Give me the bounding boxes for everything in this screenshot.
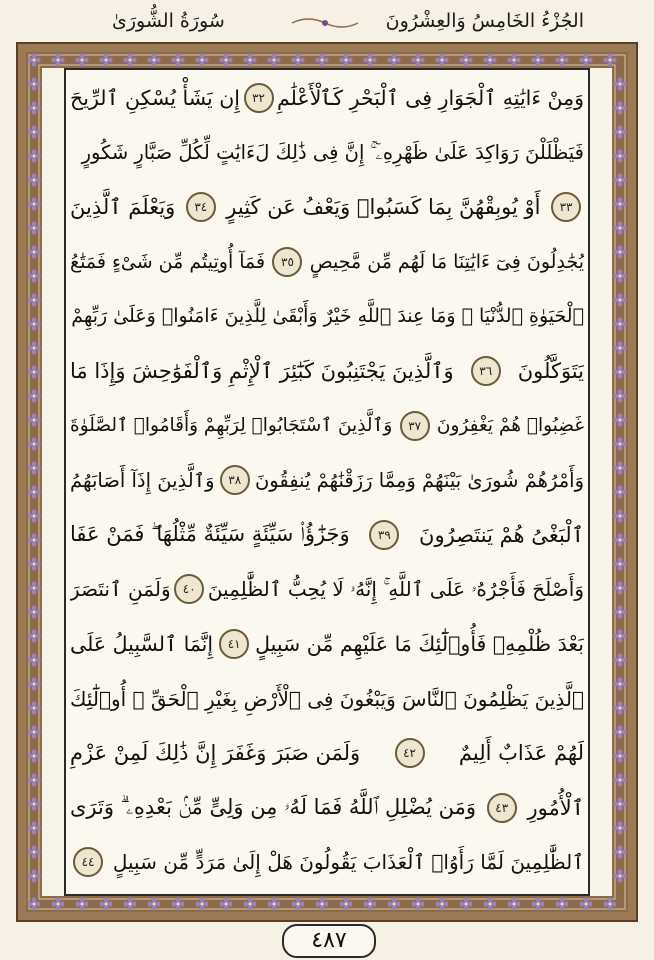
text-line xyxy=(70,561,584,617)
verse-text: إِن يَشَأْ يُسْكِنِ ٱلرِّيحَ xyxy=(70,86,240,110)
verse-number-marker: ٣٣ xyxy=(551,192,581,222)
verses-block xyxy=(70,70,584,890)
verse-text: وَمَن يُضْلِلِ ٱللَّهُ فَمَا لَهُۥ مِن وَلِىٍّ مِّنۢ بَعْدِهِۦ ۗ وَتَرَى xyxy=(70,795,476,820)
text-line xyxy=(70,725,584,781)
verse-text: لَهُمْ عَذَابٌ أَلِيمٌ xyxy=(458,741,584,766)
text-line xyxy=(70,343,584,399)
juz-name: الجُزْءُ الخَامِسُ وَالعِشْرُونَ xyxy=(385,10,584,32)
verse-text: وَأَمْرُهُمْ شُورَىٰ بَيْنَهُمْ وَمِمَّا رَزَقْنَٰهُمْ يُنفِقُونَ xyxy=(254,468,584,492)
verse-text: بَعْدَ ظُلْمِهِۦ فَأُو۟لَٰٓئِكَ مَا عَلَيْهِم مِّن سَبِيلٍ xyxy=(255,632,584,656)
verse-text: ٱلظَّٰلِمِينَ لَمَّا رَأَوُا۟ ٱلْعَذَابَ يَقُولُونَ هَلْ إِلَىٰ مَرَدٍّ مِّن سَبِيلٍ xyxy=(112,850,584,875)
verse-text: وَٱلَّذِينَ ٱسْتَجَابُوا۟ لِرَبِّهِمْ وَأَقَامُوا۟ ٱلصَّلَوٰةَ xyxy=(70,415,393,437)
verse-number-marker: ٤٣ xyxy=(487,793,517,823)
text-line xyxy=(70,452,584,508)
page-header xyxy=(0,0,654,46)
verse-number-marker: ٣٩ xyxy=(369,520,399,550)
verse-number-marker: ٣٨ xyxy=(220,465,250,495)
verse-text: وَيَعْلَمَ ٱلَّذِينَ xyxy=(70,195,176,220)
text-line xyxy=(70,507,584,563)
verse-text: فَمَآ أُوتِيتُم مِّن شَىْءٍ فَمَتَٰعُ xyxy=(70,250,266,273)
verse-text: يُجَٰدِلُونَ فِىٓ ءَايَٰتِنَا مَا لَهُم مِّن مَّحِيصٍ xyxy=(309,250,584,273)
text-line xyxy=(70,616,584,672)
text-line xyxy=(70,125,584,181)
text-line xyxy=(70,234,584,290)
text-line xyxy=(70,398,584,454)
verse-number-marker: ٤٢ xyxy=(395,738,425,768)
verse-number-marker: ٣٦ xyxy=(471,356,501,386)
verse-number-marker: ٣٤ xyxy=(186,192,216,222)
verse-number-marker: ٤٤ xyxy=(73,847,103,877)
verse-text: وَٱلَّذِينَ يَجْتَنِبُونَ كَبَٰٓئِرَ ٱلْإِثْمِ وَٱلْفَوَٰحِشَ وَإِذَا مَا xyxy=(70,359,454,383)
text-line xyxy=(70,288,584,344)
verse-text: وَأَصْلَحَ فَأَجْرُهُۥ عَلَى ٱللَّهِ ۚ إِنَّهُۥ لَا يُحِبُّ ٱلظَّٰلِمِينَ xyxy=(207,577,584,602)
verse-text: أَوْ يُوبِقْهُنَّ بِمَا كَسَبُوا۟ وَيَعْفُ عَن كَثِيرٍ xyxy=(226,195,541,220)
text-line xyxy=(70,179,584,235)
verse-text: وَجَزَٰٓؤُا۟ سَيِّئَةٍ سَيِّئَةٌ مِّثْلُهَا ۖ فَمَنْ عَفَا xyxy=(70,522,350,547)
verse-number-marker: ٣٥ xyxy=(272,247,302,277)
text-line xyxy=(70,671,584,727)
verse-text: ٱلْحَيَوٰةِ ٱلدُّنْيَا ۖ وَمَا عِندَ ٱللَّهِ خَيْرٌ وَأَبْقَىٰ لِلَّذِينَ ءَامَنُوا۟ وَعَلَىٰ رَبِّهِمْ xyxy=(71,305,584,328)
verse-number-marker: ٤٠ xyxy=(174,574,204,604)
verse-text: وَلَمَن صَبَرَ وَغَفَرَ إِنَّ ذَٰلِكَ لَمِنْ عَزْمِ xyxy=(70,741,361,766)
verse-text: يَتَوَكَّلُونَ xyxy=(517,359,584,383)
verse-text: ٱلْأُمُورِ xyxy=(527,795,584,820)
verse-number-marker: ٤١ xyxy=(219,629,249,659)
verse-text: فَيَظْلَلْنَ رَوَاكِدَ عَلَىٰ ظَهْرِهِۦٓ ۚ إِنَّ فِى ذَٰلِكَ لَءَايَٰتٍ لِّكُلِّ صَبَّارٍ شَكُورٍ xyxy=(81,141,584,165)
surah-name: سُورَةُ الشُّورَىٰ xyxy=(112,10,225,32)
page-number: ٤٨٧ xyxy=(282,924,376,958)
verse-text: إِنَّمَا ٱلسَّبِيلُ عَلَى xyxy=(70,632,214,656)
text-line xyxy=(70,834,584,890)
verse-text: ٱلَّذِينَ يَظْلِمُونَ ٱلنَّاسَ وَيَبْغُونَ فِى ٱلْأَرْضِ بِغَيْرِ ٱلْحَقِّ ۚ أُو۟لَٰٓئِكَ xyxy=(70,686,584,711)
verse-text: وَمِنْ ءَايَٰتِهِ ٱلْجَوَارِ فِى ٱلْبَحْرِ كَٱلْأَعْلَٰمِ xyxy=(277,86,584,110)
verse-text: ٱلْبَغْىُ هُمْ يَنتَصِرُونَ xyxy=(419,522,584,547)
verse-text: غَضِبُوا۟ هُمْ يَغْفِرُونَ xyxy=(436,415,584,437)
verse-number-marker: ٣٢ xyxy=(244,83,274,113)
verse-text: وَلَمَنِ ٱنتَصَرَ xyxy=(70,577,171,602)
verse-number-marker: ٣٧ xyxy=(400,411,430,441)
verse-text: وَٱلَّذِينَ إِذَآ أَصَابَهُمُ xyxy=(70,468,215,492)
header-ornament-icon xyxy=(290,14,360,32)
text-line xyxy=(70,70,584,126)
text-line xyxy=(70,780,584,836)
